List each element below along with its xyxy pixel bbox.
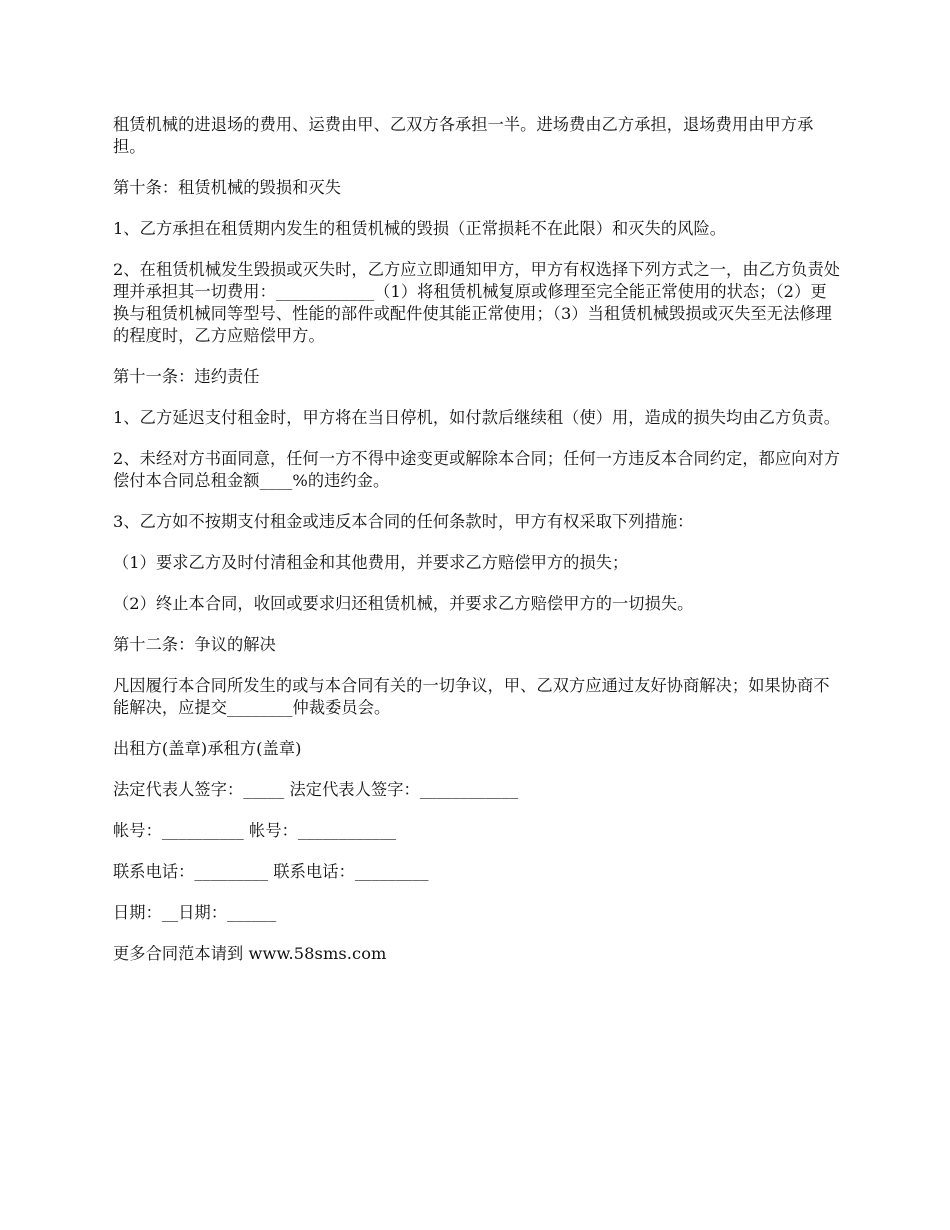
signature-legal-rep: 法定代表人签字：_____ 法定代表人签字：____________ (113, 780, 519, 799)
paragraph-measure-1: （1）要求乙方及时付清租金和其他费用，并要求乙方赔偿甲方的损失； (113, 553, 629, 572)
signature-parties: 出租方(盖章)承租方(盖章) (113, 739, 302, 758)
paragraph-article-11-item-1: 1、乙方延迟支付租金时，甲方将在当日停机，如付款后继续租（使）用，造成的损失均由乙方负责。 (113, 408, 841, 427)
heading-article-11: 第十一条：违约责任 (113, 367, 260, 386)
heading-article-10: 第十条：租赁机械的毁损和灭失 (113, 178, 342, 197)
paragraph-article-11-item-2: 2、未经对方书面同意，任何一方不得中途变更或解除本合同；任何一方违反本合同约定，都应向对方偿付本合同总租金额____%的违约金。 (113, 449, 841, 490)
document-body (113, 114, 841, 984)
footer-more-templates: 更多合同范本请到 www.58sms.com (113, 944, 387, 963)
paragraph-fees: 租赁机械的进退场的费用、运费由甲、乙双方各承担一半。进场费由乙方承担，退场费用由甲方承担。 (113, 115, 814, 156)
heading-article-12: 第十二条：争议的解决 (113, 635, 276, 654)
signature-phone: 联系电话：_________ 联系电话：_________ (113, 862, 429, 881)
signature-account: 帐号：__________ 帐号：____________ (113, 821, 397, 840)
paragraph-article-11-item-3: 3、乙方如不按期支付租金或违反本合同的任何条款时，甲方有权采取下列措施： (113, 512, 694, 531)
paragraph-article-10-item-1: 1、乙方承担在租赁期内发生的租赁机械的毁损（正常损耗不在此限）和灭失的风险。 (113, 219, 727, 238)
paragraph-measure-2: （2）终止本合同，收回或要求归还租赁机械，并要求乙方赔偿甲方的一切损失。 (113, 594, 694, 613)
signature-date: 日期：__日期：______ (113, 903, 277, 922)
paragraph-article-10-item-2: 2、在租赁机械发生毁损或灭失时，乙方应立即通知甲方，甲方有权选择下列方式之一，由乙方负责处理并承担其一切费用：____________（1）将租赁机械复原或修理至完全能正常使用的状态；（2）更换与租赁机械同等型号、性能的部件或配件使其能正常使用；（3）当租赁机械毁损或灭失至无法修理的程度时，乙方应赔偿甲方。 (113, 260, 841, 345)
paragraph-dispute: 凡因履行本合同所发生的或与本合同有关的一切争议，甲、乙双方应通过友好协商解决；如果协商不能解决，应提交________仲裁委员会。 (113, 676, 830, 717)
